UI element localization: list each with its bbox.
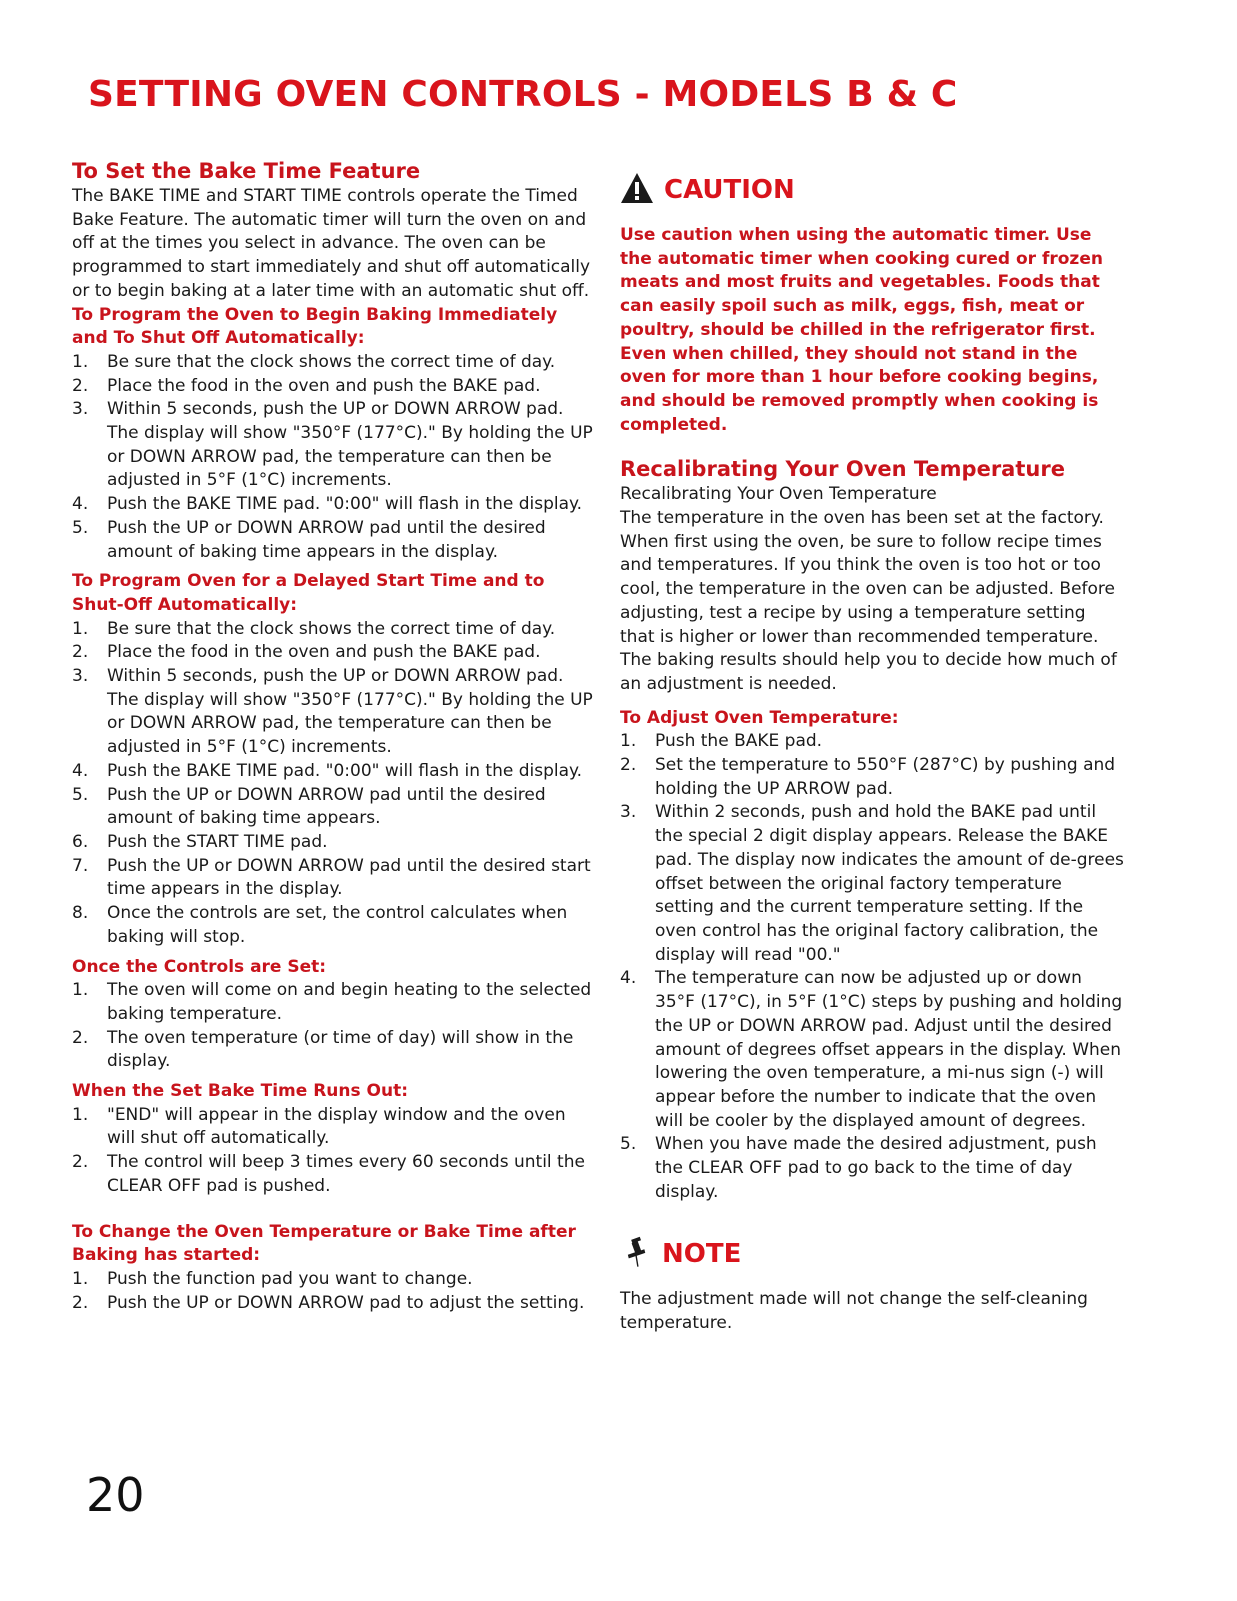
delayed-heading: To Program Oven for a Delayed Start Time and to Shut-Off Automatically: (72, 571, 545, 615)
step-number: 7. (72, 855, 89, 876)
step-number: 4. (72, 760, 89, 781)
page-title: SETTING OVEN CONTROLS - MODELS B & C (88, 74, 958, 115)
immediate-steps (72, 351, 594, 564)
step-number: 2. (620, 755, 637, 776)
step-number: 6. (72, 831, 89, 852)
step-text: Push the function pad you want to change. (107, 1268, 473, 1289)
note-body: The adjustment made will not change the self-cleaning temperature. (620, 1289, 1088, 1334)
list-item (72, 831, 594, 855)
recalibrate-heading: Recalibrating Your Oven Temperature (620, 457, 1065, 482)
step-number: 1. (72, 980, 89, 1001)
list-item (72, 902, 594, 949)
step-text: Push the UP or DOWN ARROW pad until the desired start time appears in the display. (107, 855, 591, 900)
list-item (72, 618, 594, 642)
immediate-heading: To Program the Oven to Begin Baking Immediately and To Shut Off Automatically: (72, 304, 558, 349)
step-number: 2. (72, 1027, 89, 1048)
list-item (72, 517, 594, 564)
left-column (72, 157, 594, 1315)
list-item (72, 665, 594, 760)
step-number: 3. (620, 802, 637, 823)
step-number: 2. (72, 1152, 89, 1173)
once-set-steps (72, 979, 594, 1074)
pushpin-icon (626, 1236, 648, 1272)
step-text: Set the temperature to 550°F (287°C) by pushing and holding the UP ARROW pad. (655, 755, 1116, 799)
step-number: 2. (72, 375, 89, 396)
step-number: 2. (72, 1292, 89, 1313)
list-item (72, 375, 594, 399)
recalibrate-body: The temperature in the oven has been set at the factory. When first using the oven, be sure to follow recipe times and temperatures. If you think the oven is too hot or too cool, the temperature in the oven can be adjusted. Before adjusting, test a recipe by using a temperature setting that is higher or lower than recommended temperature. The baking results should help you to decide how much of an adjustment is needed. (620, 508, 1117, 694)
step-number: 3. (72, 399, 89, 420)
step-text: The oven will come on and begin heating to the selected baking temperature. (107, 980, 592, 1024)
runs-out-steps (72, 1104, 594, 1199)
step-number: 4. (620, 968, 637, 989)
list-item (72, 1292, 594, 1316)
note-header (626, 1234, 1125, 1274)
list-item (620, 754, 1125, 801)
step-number: 2. (72, 642, 89, 663)
adjust-steps (620, 730, 1125, 1204)
list-item (72, 1151, 594, 1198)
step-number: 1. (620, 731, 637, 752)
step-text: Push the BAKE pad. (655, 731, 823, 752)
list-item (620, 1133, 1125, 1204)
step-text: Push the UP or DOWN ARROW pad until the desired amount of baking time appears in the display. (107, 517, 546, 562)
step-number: 1. (72, 618, 89, 639)
page-number: 20 (86, 1468, 145, 1522)
change-steps (72, 1268, 594, 1315)
step-text: Within 5 seconds, push the UP or DOWN ARROW pad. The display will show "350°F (177°C)." By holding the UP or DOWN ARROW pad, the temperature can then be adjusted in 5°F (1°C) increments. (107, 399, 593, 491)
step-number: 4. (72, 494, 89, 515)
step-text: "END" will appear in the display window and the oven will shut off automatically. (107, 1104, 566, 1149)
step-text: The oven temperature (or time of day) will show in the display. (107, 1027, 574, 1072)
step-text: Within 2 seconds, push and hold the BAKE pad until the special 2 digit display appears. Release the BAKE pad. The display now indicates the amount of de-grees offset between the original factory temperature setting and the current temperature setting. If the oven control has the original factory calibration, the display will read "00." (655, 802, 1124, 965)
step-text: Push the BAKE TIME pad. "0:00" will flash in the display. (107, 494, 583, 515)
runs-out-heading: When the Set Bake Time Runs Out: (72, 1081, 409, 1102)
note-title: NOTE (662, 1239, 742, 1270)
list-item (72, 1268, 594, 1292)
step-number: 5. (72, 517, 89, 538)
step-number: 1. (72, 1268, 89, 1289)
bake-time-heading: To Set the Bake Time Feature (72, 159, 421, 183)
list-item (72, 1027, 594, 1074)
list-item (72, 493, 594, 517)
change-heading: To Change the Oven Temperature or Bake Time after Baking has started: (72, 1221, 576, 1266)
bake-time-intro: The BAKE TIME and START TIME controls operate the Timed Bake Feature. The automatic timer will turn the oven on and off at the times you select in advance. The oven can be programmed to start immediately and shut off automatically or to begin baking at a later time with an automatic shut off. (72, 186, 591, 301)
step-text: Place the food in the oven and push the BAKE pad. (107, 375, 541, 396)
list-item (72, 351, 594, 375)
step-number: 1. (72, 351, 89, 372)
step-number: 5. (620, 1134, 637, 1155)
list-item (620, 967, 1125, 1133)
step-number: 1. (72, 1104, 89, 1125)
step-number: 8. (72, 903, 89, 924)
caution-body: Use caution when using the automatic timer. Use the automatic timer when cooking cured or frozen meats and most fruits and vegetables. Foods that can easily spoil such as milk, eggs, fish, meat or poultry, should be chilled in the refrigerator first. Even when chilled, they should not stand in the oven for more than 1 hour before cooking begins, and should be removed promptly when cooking is completed. (620, 225, 1103, 435)
step-text: The control will beep 3 times every 60 seconds until the CLEAR OFF pad is pushed. (107, 1152, 585, 1196)
adjust-heading: To Adjust Oven Temperature: (620, 707, 899, 728)
step-text: Within 5 seconds, push the UP or DOWN ARROW pad. The display will show "350°F (177°C)." By holding the UP or DOWN ARROW pad, the temperature can then be adjusted in 5°F (1°C) increments. (107, 666, 593, 758)
once-set-heading: Once the Controls are Set: (72, 956, 327, 977)
delayed-steps (72, 618, 594, 950)
step-text: The temperature can now be adjusted up or down 35°F (17°C), in 5°F (1°C) steps by pushing and holding the UP or DOWN ARROW pad. Adjust until the desired amount of degrees offset appears in the display. When lowering the oven temperature, a mi-nus sign (-) will appear before the number to indicate that the oven will be cooler by the displayed amount of degrees. (655, 968, 1123, 1131)
caution-header (620, 170, 1125, 210)
step-text: Push the START TIME pad. (107, 831, 328, 852)
step-text: Push the UP or DOWN ARROW pad until the desired amount of baking time appears. (107, 784, 546, 829)
list-item (620, 730, 1125, 754)
list-item (72, 398, 594, 493)
step-text: Be sure that the clock shows the correct time of day. (107, 351, 556, 372)
list-item (620, 801, 1125, 967)
step-text: Push the UP or DOWN ARROW pad to adjust the setting. (107, 1292, 585, 1313)
step-text: Be sure that the clock shows the correct time of day. (107, 618, 556, 639)
step-text: When you have made the desired adjustment, push the CLEAR OFF pad to go back to the time of day display. (655, 1134, 1097, 1202)
step-text: Place the food in the oven and push the BAKE pad. (107, 642, 541, 663)
recalibrate-subheading: Recalibrating Your Oven Temperature (620, 484, 937, 505)
list-item (72, 855, 594, 902)
step-text: Once the controls are set, the control calculates when baking will stop. (107, 903, 568, 947)
list-item (72, 784, 594, 831)
step-number: 5. (72, 784, 89, 805)
list-item (72, 641, 594, 665)
list-item (72, 979, 594, 1026)
right-column (620, 170, 1125, 1336)
caution-title: CAUTION (664, 175, 795, 205)
step-text: Push the BAKE TIME pad. "0:00" will flash in the display. (107, 760, 583, 781)
list-item (72, 1104, 594, 1151)
list-item (72, 760, 594, 784)
warning-triangle-icon (620, 172, 654, 208)
step-number: 3. (72, 666, 89, 687)
